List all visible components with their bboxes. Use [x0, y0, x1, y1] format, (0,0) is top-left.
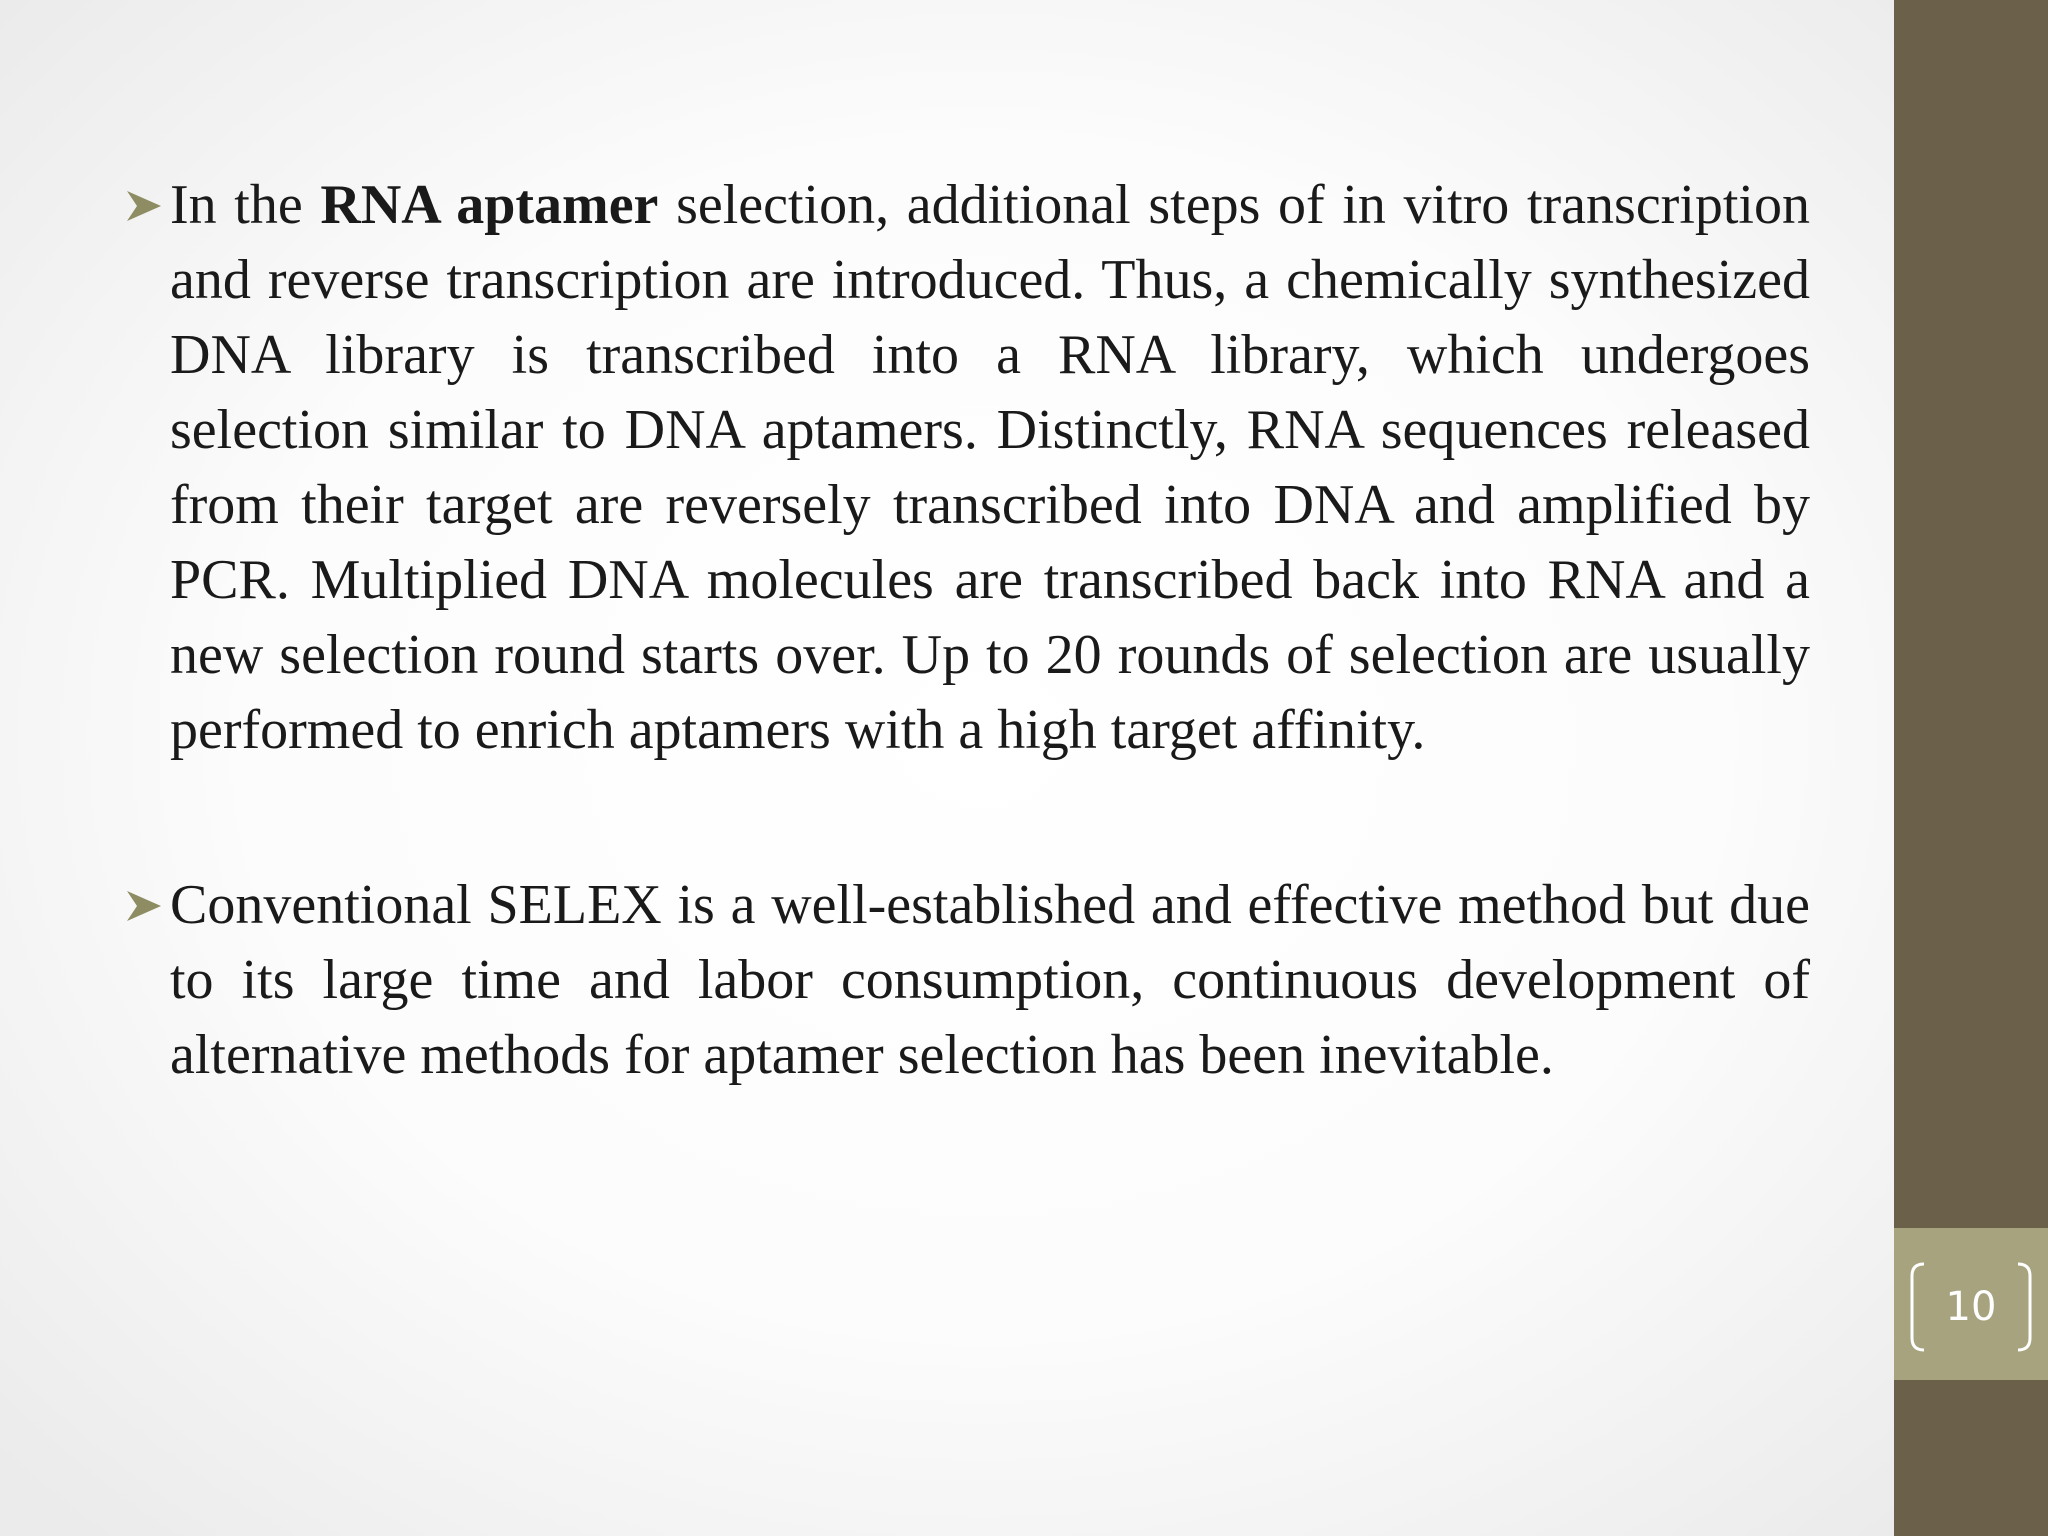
page-number: 10	[1945, 1284, 1997, 1330]
bullet-text-start: In the	[170, 174, 321, 236]
arrow-bullet-icon	[125, 189, 163, 223]
bullet-text-bold: RNA aptamer	[320, 174, 659, 236]
slide-content	[125, 168, 1810, 1093]
bullet-conventional-selex	[125, 868, 1810, 1093]
arrow-bullet-icon	[125, 889, 163, 923]
bullet-rna-aptamer-selection	[125, 168, 1810, 768]
bullet-text-rest: selection, additional steps of in vitro transcription and reverse transcription are introduced. Thus, a chemically synthesized DNA library is transcribed into a RNA library, which undergoes selection similar to DNA aptamers. Distinctly, RNA sequences released from their target are reversely transcribed into DNA and amplified by PCR. Multiplied DNA molecules are transcribed back into RNA and a new selection round starts over. Up to 20 rounds of selection are usually performed to enrich aptamers with a high target affinity.	[170, 174, 1810, 761]
bullet-text: Conventional SELEX is a well-established and effective method but due to its large time and labor consumption, continuous development of alternative methods for aptamer selection has been inevitable.	[170, 874, 1810, 1086]
